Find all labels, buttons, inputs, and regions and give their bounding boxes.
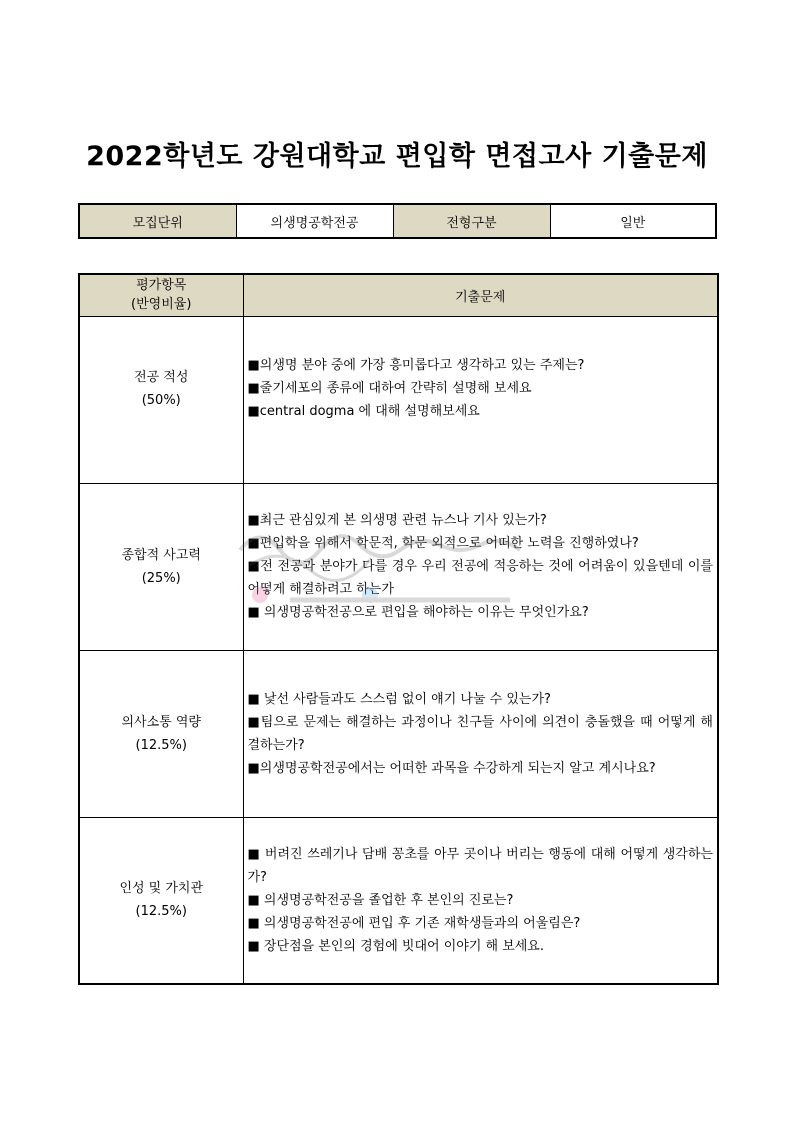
category-cell xyxy=(79,483,243,650)
questions-cell xyxy=(243,483,718,650)
questions-cell xyxy=(243,316,718,483)
category-cell xyxy=(79,316,243,483)
category-ratio: (12.5%) xyxy=(135,904,187,920)
table-row xyxy=(79,817,718,984)
header-category xyxy=(79,274,243,316)
question-item: ■ 의생명공학전공에 편입 후 기존 재학생들과의 어울림은? xyxy=(247,915,581,931)
question-item: ■편입학을 위해서 학문적, 학문 외적으로 어떠한 노력을 진행하였나? xyxy=(247,536,639,551)
header-ratio-label: (반영비율) xyxy=(131,297,192,313)
category-name: 의사소통 역량 xyxy=(121,714,201,730)
category-ratio: (25%) xyxy=(141,570,181,586)
category-name: 종합적 사고력 xyxy=(121,547,201,563)
question-item: ■최근 관심있게 본 의생명 관련 뉴스나 기사 있는가? xyxy=(247,513,547,528)
questions-cell xyxy=(243,650,718,817)
category-name: 인성 및 가치관 xyxy=(119,881,204,897)
question-item: ■팀으로 문제는 해결하는 과정이나 친구들 사이에 의견이 충돌했을 때 어떻게 해결하는가? xyxy=(247,714,713,753)
admission-type-value: 일반 xyxy=(550,204,716,238)
admission-type-label: 전형구분 xyxy=(393,204,550,238)
category-ratio: (50%) xyxy=(141,392,181,408)
question-item: ■의생명공학전공에서는 어떠한 과목을 수강하게 되는지 알고 계시나요? xyxy=(247,760,656,776)
table-row xyxy=(79,483,718,650)
category-cell xyxy=(79,817,243,984)
question-item: ■ 의생명공학전공을 졸업한 후 본인의 진로는? xyxy=(247,892,514,908)
document-title: 2022학년도 강원대학교 편입학 면접고사 기출문제 xyxy=(86,141,708,172)
questions-table xyxy=(78,273,719,985)
question-item: ■전 전공과 분야가 다를 경우 우리 전공에 적응하는 것에 어려움이 있을텐데 이를 어떻게 해결하려고 하는가 xyxy=(247,559,713,597)
question-item: ■ 낯선 사람들과도 스스럼 없이 얘기 나눌 수 있는가? xyxy=(247,691,551,707)
category-ratio: (12.5%) xyxy=(135,737,187,753)
table-row xyxy=(79,316,718,483)
header-questions: 기출문제 xyxy=(243,274,718,316)
recruit-unit-value: 의생명공학전공 xyxy=(236,204,393,238)
category-name: 전공 적성 xyxy=(134,369,189,385)
header-category-label: 평가항목 xyxy=(136,278,187,294)
category-cell xyxy=(79,650,243,817)
question-item: ■의생명 분야 중에 가장 흥미롭다고 생각하고 있는 주제는? xyxy=(247,358,585,373)
questions-cell xyxy=(243,817,718,984)
question-item: ■ 장단점을 본인의 경험에 빗대어 이야기 해 보세요. xyxy=(247,938,545,954)
question-item: ■ 의생명공학전공으로 편입을 해야하는 이유는 무엇인가요? xyxy=(247,605,589,620)
table-row xyxy=(79,650,718,817)
question-item: ■central dogma 에 대해 설명해보세요 xyxy=(247,404,480,419)
question-item: ■ 버려진 쓰레기나 담배 꽁초를 아무 곳이나 버리는 행동에 대해 어떻게 생각하는가? xyxy=(247,846,713,885)
info-table xyxy=(78,203,717,239)
recruit-unit-label: 모집단위 xyxy=(79,204,236,238)
question-item: ■줄기세포의 종류에 대하여 간략히 설명해 보세요 xyxy=(247,381,532,396)
